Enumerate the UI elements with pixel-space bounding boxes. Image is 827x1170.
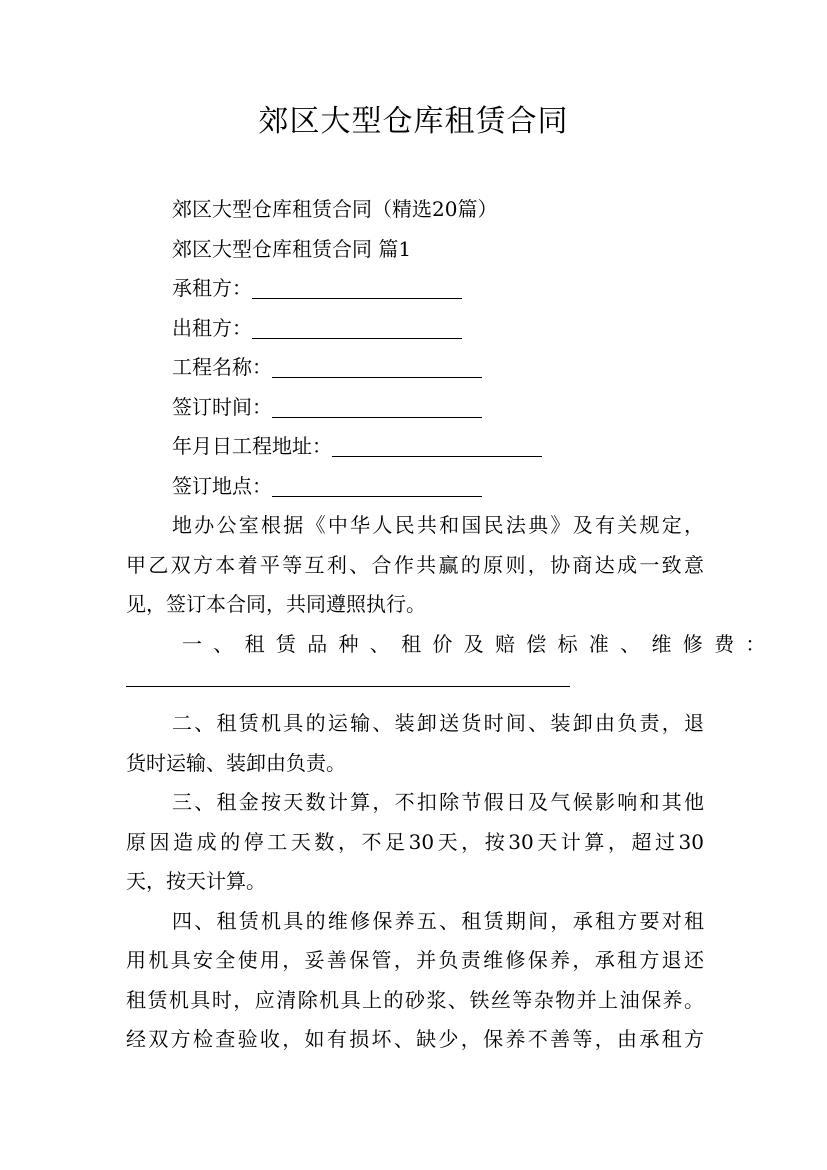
- clause-4-line-3: 租赁机具时，应清除机具上的砂浆、铁丝等杂物并上油保养。: [126, 987, 704, 1012]
- project-address-blank: [332, 432, 542, 457]
- lessee-blank: [252, 274, 462, 299]
- clause-3-line-1: 三、租金按天数计算，不扣除节假日及气候影响和其他: [172, 790, 704, 814]
- project-name-blank: [272, 353, 482, 378]
- document-title: 郊区大型仓库租赁合同: [258, 104, 569, 139]
- intro-line-1: 地办公室根据《中华人民共和国民法典》及有关规定，: [172, 513, 704, 537]
- section-heading: 郊区大型仓库租赁合同 篇1: [172, 236, 412, 261]
- sign-place-field: [126, 467, 704, 507]
- project-address-field: [126, 427, 704, 467]
- lessee-field: [126, 269, 704, 309]
- lessee-label: 承租方：: [172, 276, 252, 300]
- clause-4-line-4: 经双方检查验收，如有损坏、缺少，保养不善等，由承租方: [126, 1027, 704, 1051]
- lessor-label: 出租方：: [172, 315, 252, 340]
- clause-1-heading: 一、租赁品种、租价及赔偿标准、维修费：: [182, 631, 777, 656]
- lessor-blank: [252, 314, 462, 339]
- clause-3-line-2: 原因造成的停工天数，不足30天，按30天计算，超过30: [126, 829, 704, 854]
- intro-line-3: 见，签订本合同，共同遵照执行。: [126, 592, 426, 616]
- project-name-label: 工程名称：: [172, 355, 272, 379]
- subtitle: 郊区大型仓库租赁合同（精选20篇）: [172, 197, 498, 221]
- clause-2-line-1: 二、租赁机具的运输、装卸送货时间、装卸由负责，退: [172, 711, 704, 735]
- clause-3-line-3: 天，按天计算。: [126, 869, 266, 893]
- intro-line-2: 甲乙双方本着平等互利、合作共赢的原则，协商达成一致意: [126, 552, 704, 577]
- sign-time-label: 签订时间：: [172, 394, 272, 419]
- clause-1-blank: [126, 664, 570, 687]
- clause-2-line-2: 货时运输、装卸由负责。: [126, 750, 346, 775]
- document-body: [126, 190, 777, 1060]
- sign-place-label: 签订地点：: [172, 473, 272, 498]
- lessor-field: [126, 309, 704, 349]
- project-name-field: [126, 348, 704, 388]
- sign-time-blank: [272, 393, 482, 418]
- sign-time-field: [126, 388, 704, 428]
- project-address-label: 年月日工程地址：: [172, 434, 332, 458]
- clause-4-line-1: 四、租赁机具的维修保养五、租赁期间，承租方要对租: [172, 908, 704, 933]
- sign-place-blank: [272, 472, 482, 497]
- clause-4-line-2: 用机具安全使用，妥善保管，并负责维修保养，承租方退还: [126, 948, 704, 972]
